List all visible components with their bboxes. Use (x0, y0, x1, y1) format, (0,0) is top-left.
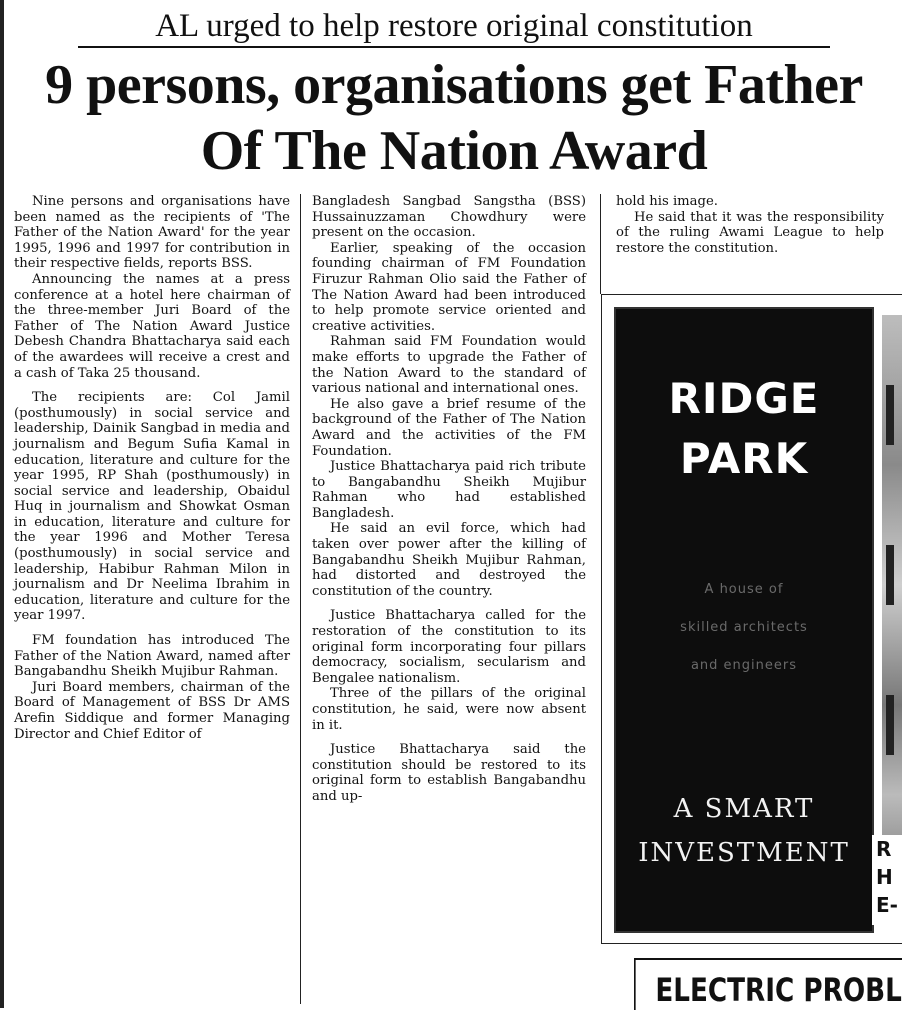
window-shape (886, 695, 894, 755)
electric-advertisement: ELECTRIC PROBL (634, 958, 902, 1010)
ridge-park-advertisement (601, 294, 902, 944)
paragraph: Justice Bhattacharya said the constitution should be restored to its original form to establish Bangabandhu and up- (312, 742, 586, 804)
paragraph: Announcing the names at a press conference at a hotel here chairman of the three-member Juri Board of the Father of The Nation Award Justice Debesh Chandra Bhattacharya said each of the awardees will receive a crest and a cash of Taka 25 thousand. (14, 271, 290, 381)
paragraph: He also gave a brief resume of the background of the Father of The Nation Award and the activities of the FM Foundation. (312, 396, 586, 459)
ad-tagline-line: and engineers (690, 658, 798, 673)
paragraph: Earlier, speaking of the occasion founding chairman of FM Foundation Firuzur Rahman Olio said the Father of The Nation Award had been introduced to help promote service oriented and creative activities. (312, 240, 586, 334)
paragraph: Nine persons and organisations have been named as the recipients of 'The Father of the Nation Award' for the year 1995, 1996 and 1997 for contribution in their respective fields, reports BSS. (14, 194, 290, 272)
paragraph: Three of the pillars of the original constitution, he said, were now absent in it. (312, 686, 586, 733)
ad-title-line: PARK (679, 434, 809, 483)
column-rule (300, 194, 301, 1004)
article-column-2 (312, 194, 586, 805)
paragraph: Juri Board members, chairman of the Board of Management of BSS Dr AMS Arefin Siddique and former Managing Director and Chief Editor of (14, 679, 290, 742)
paragraph: FM foundation has introduced The Father of the Nation Award, named after Bangabandhu Sheikh Mujibur Rahman. (14, 633, 290, 680)
ad-tagline-line: skilled architects (680, 620, 808, 635)
paragraph: Justice Bhattacharya called for the restoration of the constitution to its original form incorporating four pillars democracy, socialism, secularism and Bengalee nationalism. (312, 608, 586, 686)
ad-title-line: RIDGE (668, 374, 820, 423)
paragraph: hold his image. (616, 194, 718, 209)
ad-title (616, 369, 872, 489)
article-kicker: AL urged to help restore original constitution (78, 6, 830, 48)
article-headline: 9 persons, organisations get Father Of The Nation Award (45, 54, 863, 182)
paragraph: Rahman said FM Foundation would make efforts to upgrade the Father of the Nation Award to the standard of various national and international ones. (312, 334, 586, 397)
paragraph: He said an evil force, which had taken over power after the killing of Bangabandhu Sheikh Mujibur Rahman, had distorted and destroyed the constitution of the country. (312, 521, 586, 599)
paragraph: Justice Bhattacharya paid rich tribute to Bangabandhu Sheikh Mujibur Rahman who had established Bangladesh. (312, 459, 586, 521)
article-column-1 (14, 194, 290, 742)
ad-tagline (616, 571, 872, 685)
window-shape (886, 385, 894, 445)
column-rule (600, 194, 601, 294)
paragraph: He said that it was the responsibility of the ruling Awami League to help restore the constitution. (616, 209, 884, 256)
ad-slogan-line: A SMART (673, 794, 815, 824)
page-edge (0, 0, 4, 1008)
paragraph: Bangladesh Sangbad Sangstha (BSS) Hussainuzzaman Chowdhury were present on the occasion. (312, 194, 586, 241)
ad-slogan-line: INVESTMENT (638, 838, 850, 868)
ad-dark-panel (614, 307, 874, 933)
ad-tagline-line: A house of (704, 582, 784, 597)
paragraph: The recipients are: Col Jamil (posthumously) in social service and leadership, Dainik Sangbad in media and journalism and Begum Sufia Kamal in education, literature and culture for the year 1995, RP Shah (posthumously) in social service and leadership, Obaidul Huq in journalism and Showkat Osman in education, literature and culture for the year 1996 and Mother Teresa (posthumously) in social service and leadership, Habibur Rahman Milon in journalism and Dr Neelima Ibrahim in education, literature and culture for the year 1997. (14, 390, 290, 624)
window-shape (886, 545, 894, 605)
building-photo (882, 315, 902, 915)
article-column-3 (616, 194, 884, 256)
ad-slogan (616, 787, 872, 875)
ad-edge-text: R H E- (872, 835, 902, 925)
